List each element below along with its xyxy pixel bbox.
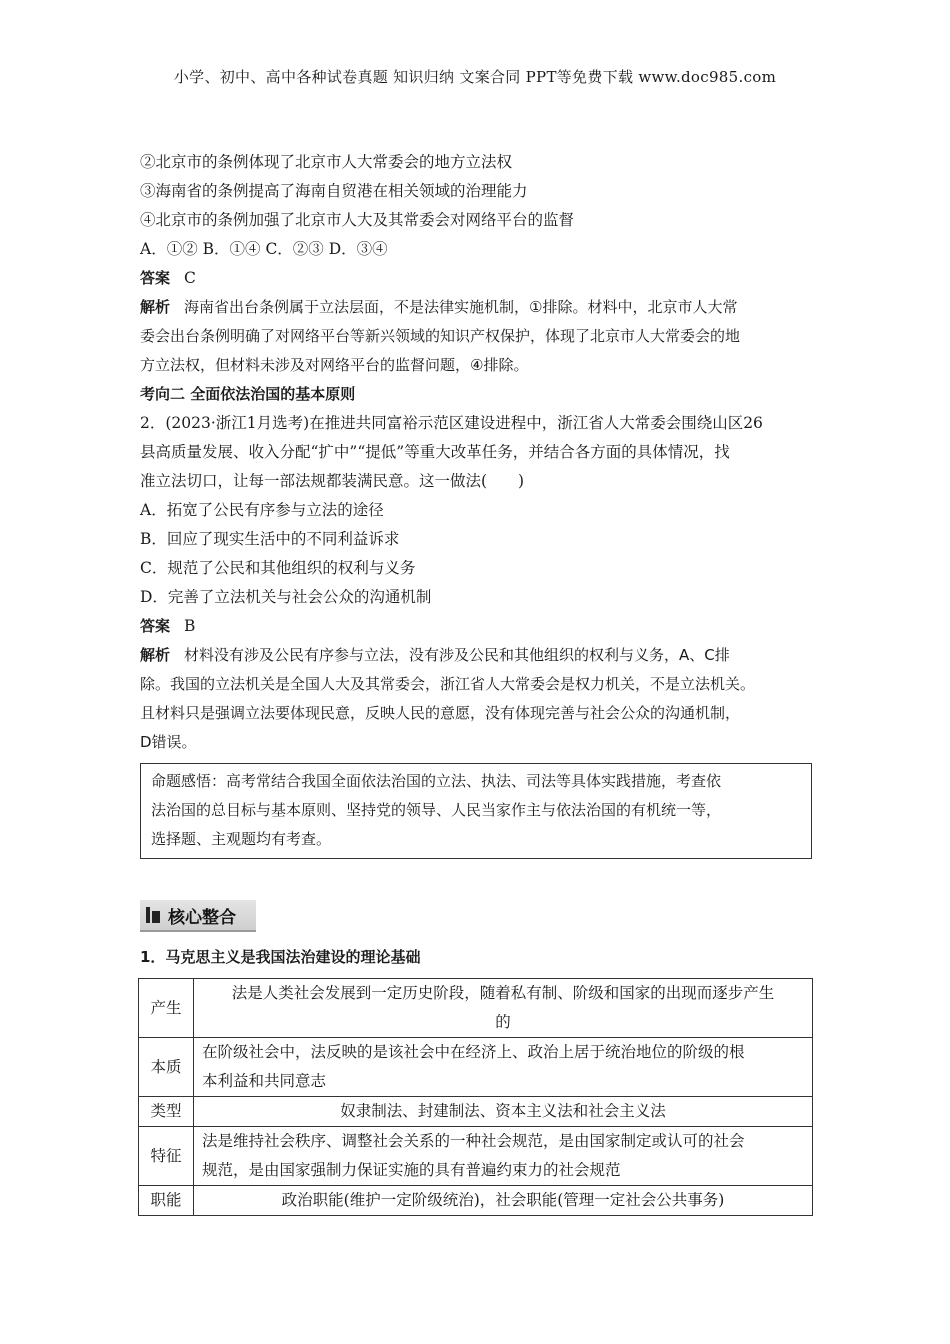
insight-box	[140, 763, 812, 859]
answer-value: B	[184, 617, 196, 635]
main-content	[140, 148, 812, 859]
insight-line-3: 选择题、主观题均有考查。	[151, 830, 332, 848]
q1-option-3: ③海南省的条例提高了海南自贸港在相关领域的治理能力	[140, 182, 528, 200]
table-row	[139, 979, 813, 1038]
analysis-label: 解析	[140, 298, 171, 316]
table-row	[139, 1127, 813, 1186]
row-head: 本质	[139, 1038, 194, 1097]
table-row	[139, 1097, 813, 1127]
core-section-title: 核心整合	[168, 907, 236, 928]
q2-option-b: B．回应了现实生活中的不同利益诉求	[140, 530, 400, 548]
insight-line-2: 法治国的总目标与基本原则、坚持党的领导、人民当家作主与依法治国的有机统一等，	[151, 801, 722, 819]
q2-analysis-line-3: 且材料只是强调立法要体现民意，反映人民的意愿，没有体现完善与社会公众的沟通机制，	[140, 704, 741, 722]
q2-analysis-line-2: 除。我国的立法机关是全国人大及其常委会，浙江省人大常委会是权力机关，不是立法机关。	[140, 675, 756, 693]
q2-answer	[140, 612, 812, 641]
row-head: 类型	[139, 1097, 194, 1127]
q1-analysis-line-3: 方立法权，但材料未涉及对网络平台的监督问题，④排除。	[140, 356, 529, 374]
core-section-banner	[140, 900, 256, 932]
answer-label: 答案	[140, 269, 171, 287]
page-header: 小学、初中、高中各种试卷真题 知识归纳 文案合同 PPT等免费下载 www.doc985.com	[173, 68, 777, 86]
q1-choices: A．①② B．①④ C．②③ D．③④	[140, 240, 388, 258]
row-body: 奴隶制法、封建制法、资本主义法和社会主义法	[194, 1097, 813, 1127]
section-bar-icon	[146, 907, 160, 923]
q1-analysis-line-2: 委会出台条例明确了对网络平台等新兴领域的知识产权保护，体现了北京市人大常委会的地	[140, 327, 741, 345]
q2-analysis-line-1: 解析 材料没有涉及公民有序参与立法，没有涉及公民和其他组织的权利与义务，A、C排	[140, 646, 730, 664]
table-title: 1．马克思主义是我国法治建设的理论基础	[140, 948, 421, 966]
q1-option-4: ④北京市的条例加强了北京市人大及其常委会对网络平台的监督	[140, 211, 575, 229]
row-head: 职能	[139, 1186, 194, 1216]
answer-label: 答案	[140, 617, 171, 635]
insight-line-1: 命题感悟：高考常结合我国全面依法治国的立法、执法、司法等具体实践措施，考查依	[151, 772, 722, 790]
analysis-label: 解析	[140, 646, 171, 664]
q2-stem-line-1: 2．(2023·浙江1月选考)在推进共同富裕示范区建设进程中，浙江省人大常委会围绕山区26	[140, 414, 763, 432]
q1-option-2: ②北京市的条例体现了北京市人大常委会的地方立法权	[140, 153, 513, 171]
q2-option-d: D．完善了立法机关与社会公众的沟通机制	[140, 588, 432, 606]
section-heading-2: 考向二 全面依法治国的基本原则	[140, 385, 356, 403]
q1-answer	[140, 264, 812, 293]
q1-analysis-line-1: 解析 海南省出台条例属于立法层面，不是法律实施机制，①排除。材料中，北京市人大常	[140, 298, 738, 316]
q2-option-a: A．拓宽了公民有序参与立法的途径	[140, 501, 384, 519]
q2-stem-line-2: 县高质量发展、收入分配“扩中”“提低”等重大改革任务，并结合各方面的具体情况，找	[140, 443, 730, 461]
q2-option-c: C．规范了公民和其他组织的权利与义务	[140, 559, 416, 577]
row-body: 政治职能(维护一定阶级统治)，社会职能(管理一定社会公共事务)	[194, 1186, 813, 1216]
answer-value: C	[184, 269, 196, 287]
table-row	[139, 1038, 813, 1097]
row-body: 法是人类社会发展到一定历史阶段，随着私有制、阶级和国家的出现而逐步产生 的	[194, 979, 813, 1038]
row-body: 在阶级社会中，法反映的是该社会中在经济上、政治上居于统治地位的阶级的根 本利益和共同意志	[194, 1038, 813, 1097]
theory-table	[138, 978, 813, 1216]
table-row	[139, 1186, 813, 1216]
row-head: 产生	[139, 979, 194, 1038]
row-head: 特征	[139, 1127, 194, 1186]
q2-analysis-line-4: D错误。	[140, 733, 197, 751]
row-body: 法是维持社会秩序、调整社会关系的一种社会规范，是由国家制定或认可的社会 规范，是由国家强制力保证实施的具有普遍约束力的社会规范	[194, 1127, 813, 1186]
q2-stem-line-3: 准立法切口，让每一部法规都装满民意。这一做法( )	[140, 472, 525, 490]
